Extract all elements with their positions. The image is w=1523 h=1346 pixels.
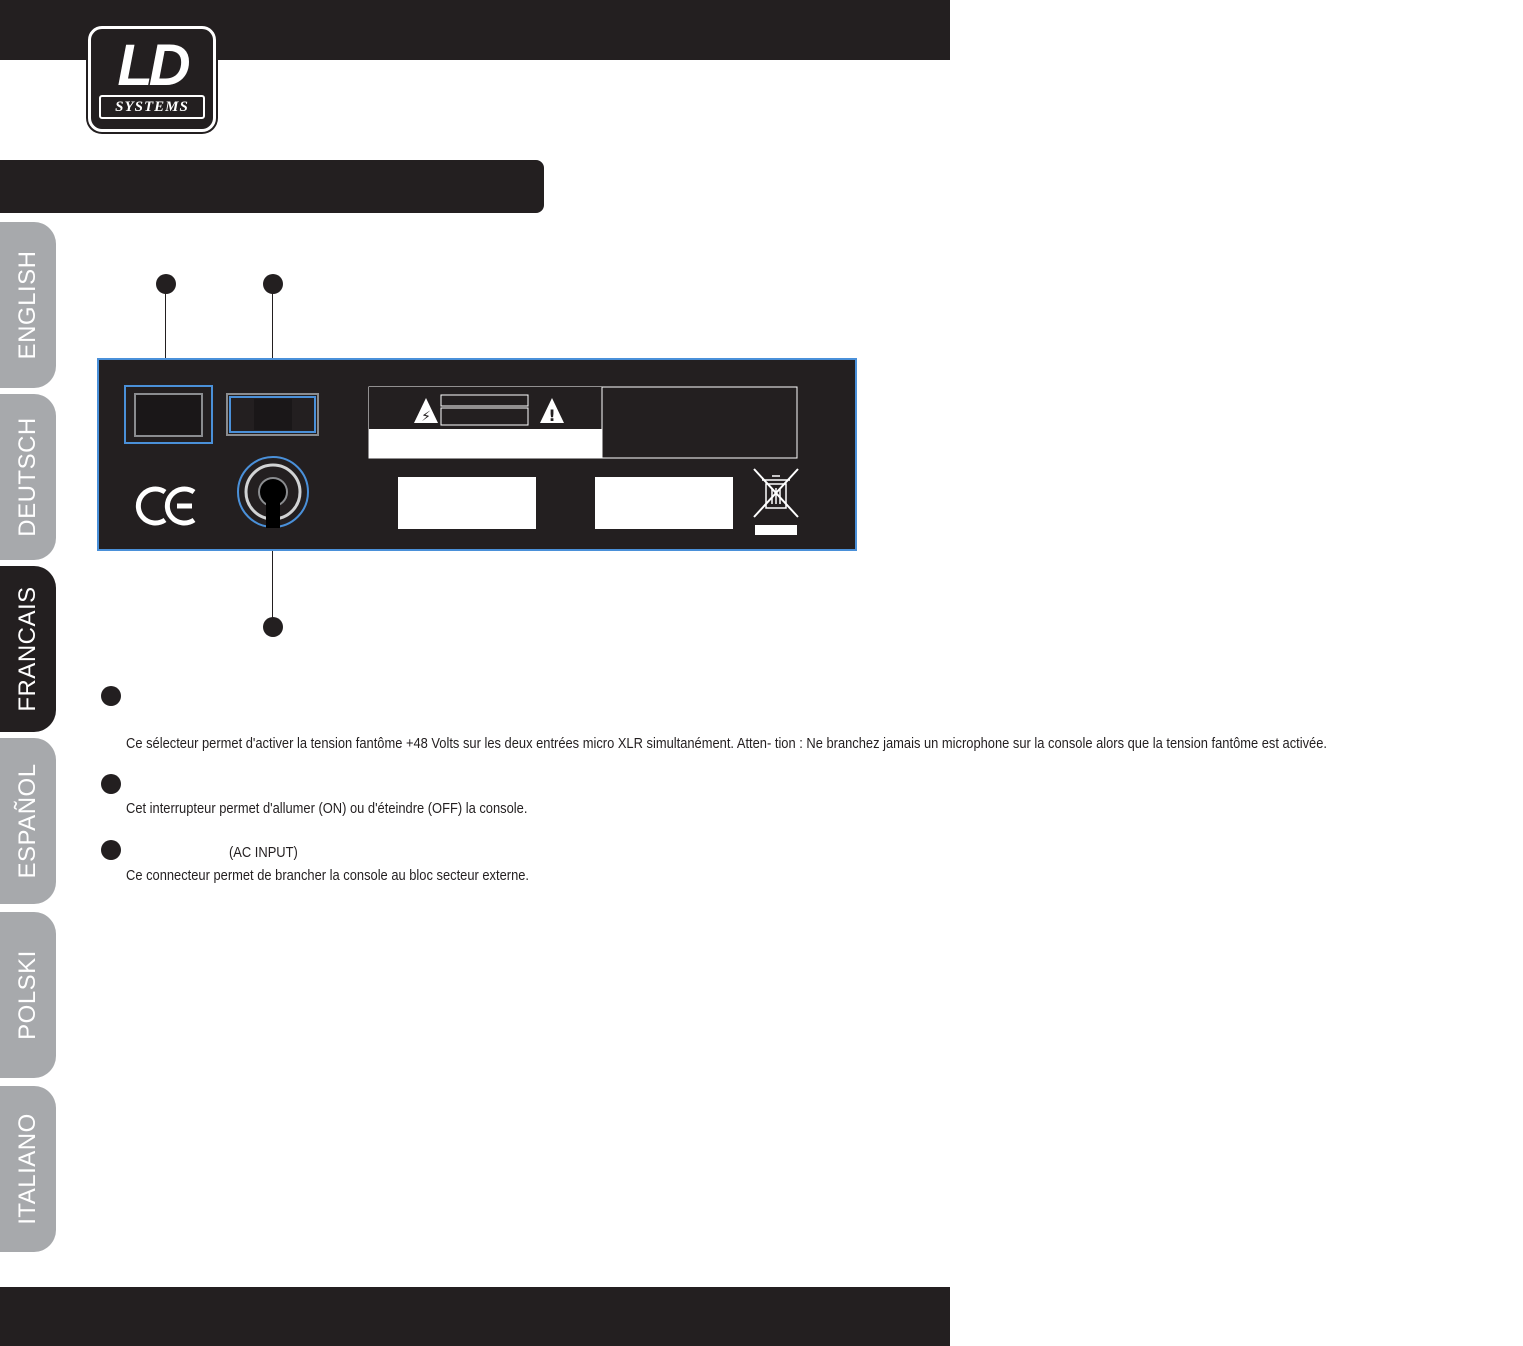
warning-label-bottom bbox=[369, 429, 602, 458]
item-1-bullet bbox=[101, 686, 121, 706]
callout-3-line bbox=[272, 549, 273, 619]
tab-espanol[interactable] bbox=[0, 738, 56, 904]
ce-mark-icon bbox=[138, 489, 194, 523]
ac-input-plug-slot bbox=[266, 498, 280, 528]
callout-1 bbox=[156, 274, 176, 294]
item-2-bullet bbox=[101, 774, 121, 794]
callout-2-line bbox=[272, 292, 273, 360]
item-1-text-inner: Ce sélecteur permet d'activer la tension fantôme +48 Volts sur les deux entrées micro XLR simultanément. Atten- tion : Ne branchez jamais un microphone sur la console alors que la tension fantôme est activée. bbox=[126, 735, 1328, 752]
spec-label bbox=[595, 477, 733, 529]
serial-label bbox=[398, 477, 536, 529]
item-3-label-inner: (AC INPUT) bbox=[229, 844, 298, 861]
logo-ld-text: LD bbox=[117, 33, 187, 98]
tab-deutsch-label: DEUTSCH bbox=[14, 417, 41, 537]
logo-systems-text: SYSTEMS bbox=[99, 95, 205, 119]
footer-bar bbox=[0, 1287, 950, 1346]
weee-bar bbox=[755, 525, 797, 535]
item-1-text bbox=[126, 709, 1328, 755]
tab-italiano-label: ITALIANO bbox=[14, 1113, 41, 1225]
callout-2 bbox=[263, 274, 283, 294]
tab-deutsch[interactable] bbox=[0, 394, 56, 560]
tab-polski-label: POLSKI bbox=[14, 950, 41, 1040]
power-switch-rocker bbox=[254, 399, 292, 430]
tab-italiano[interactable] bbox=[0, 1086, 56, 1252]
item-3-label bbox=[229, 843, 309, 863]
ld-systems-logo bbox=[88, 26, 216, 132]
tab-francais-label: FRANCAIS bbox=[14, 586, 41, 712]
tab-francais[interactable] bbox=[0, 566, 56, 732]
section-title-bar bbox=[0, 160, 544, 213]
item-3-bullet bbox=[101, 840, 121, 860]
exclamation-glyph: ! bbox=[548, 406, 556, 425]
tab-polski[interactable] bbox=[0, 912, 56, 1078]
item-3-text bbox=[126, 864, 866, 887]
tab-english[interactable] bbox=[0, 222, 56, 388]
tab-english-label: ENGLISH bbox=[14, 250, 41, 360]
tab-espanol-label: ESPAÑOL bbox=[14, 763, 41, 879]
lightning-glyph: ⚡ bbox=[421, 409, 431, 425]
weee-bin-icon bbox=[754, 469, 798, 517]
phantom-switch-rocker bbox=[135, 394, 202, 436]
item-2-text-inner: Cet interrupteur permet d'allumer (ON) ou d'éteindre (OFF) la console. bbox=[126, 800, 528, 817]
callout-1-line bbox=[165, 292, 166, 360]
item-3-text-inner: Ce connecteur permet de brancher la console au bloc secteur externe. bbox=[126, 867, 530, 884]
rear-panel bbox=[97, 358, 857, 551]
callout-3 bbox=[263, 617, 283, 637]
item-2-text bbox=[126, 797, 866, 820]
rear-panel-drawing bbox=[99, 360, 855, 549]
